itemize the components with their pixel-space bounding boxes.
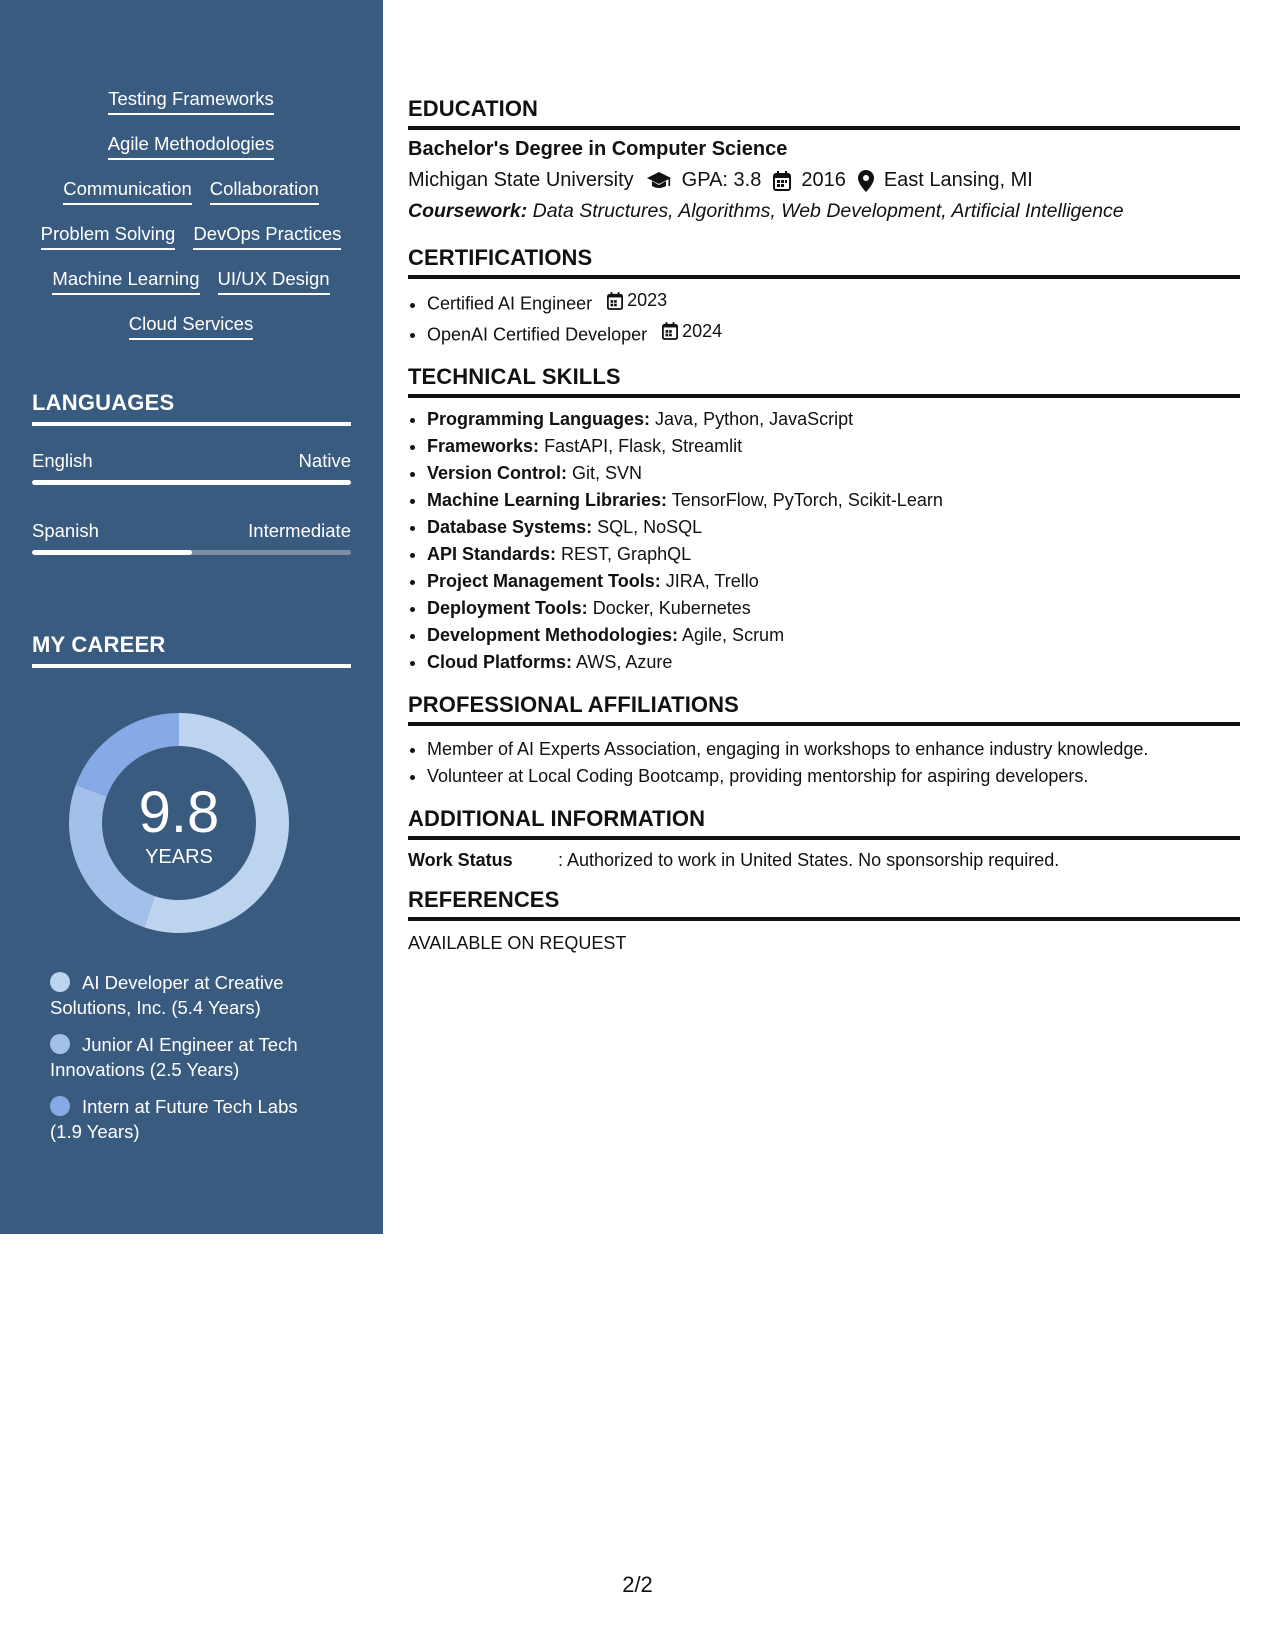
skill-tag: Machine Learning bbox=[52, 268, 199, 295]
career-item bbox=[50, 1094, 320, 1144]
skill-tag: Problem Solving bbox=[41, 223, 176, 250]
cert-date bbox=[662, 318, 722, 345]
list-item bbox=[427, 541, 1240, 568]
career-list bbox=[50, 970, 320, 1156]
list-item bbox=[427, 568, 1240, 595]
skill-row bbox=[30, 313, 352, 358]
career-item-text: Intern at Future Tech Labs (1.9 Years) bbox=[50, 1096, 298, 1142]
career-item bbox=[50, 1032, 320, 1082]
skill-category-value: Docker, Kubernetes bbox=[592, 598, 751, 618]
career-item-text: Junior AI Engineer at Tech Innovations (2.5 Years) bbox=[50, 1034, 298, 1080]
career-heading: MY CAREER bbox=[32, 632, 351, 668]
list-item bbox=[427, 487, 1240, 514]
skill-category-label: Development Methodologies: bbox=[427, 625, 679, 645]
cert-year: 2023 bbox=[627, 290, 668, 310]
donut-center bbox=[66, 710, 292, 936]
career-total-unit: YEARS bbox=[145, 845, 213, 868]
education-meta bbox=[408, 169, 1240, 192]
skill-category-label: Cloud Platforms: bbox=[427, 652, 573, 672]
list-item: • Volunteer at Local Coding Bootcamp, providing mentorship for aspiring developers. bbox=[427, 763, 1240, 790]
technical-skills-heading: TECHNICAL SKILLS bbox=[408, 364, 1240, 398]
graduation-cap-icon bbox=[646, 171, 672, 191]
cert-name: Certified AI Engineer bbox=[427, 293, 593, 314]
career-dot-icon bbox=[50, 1034, 70, 1054]
skill-tag: UI/UX Design bbox=[218, 268, 330, 295]
career-total-years: 9.8 bbox=[138, 779, 220, 845]
language-name: English bbox=[32, 450, 93, 471]
education-location: East Lansing, MI bbox=[883, 169, 1033, 191]
list-item bbox=[427, 433, 1240, 460]
skill-tag: Collaboration bbox=[210, 178, 319, 205]
skill-row bbox=[30, 133, 352, 178]
skill-category-value: JIRA, Trello bbox=[665, 571, 759, 591]
work-status-label: Work Status bbox=[408, 850, 513, 870]
references-heading: REFERENCES bbox=[408, 887, 1240, 921]
calendar-icon bbox=[607, 292, 623, 310]
skill-category-label: Project Management Tools: bbox=[427, 571, 661, 591]
additional-info-heading: ADDITIONAL INFORMATION bbox=[408, 806, 1240, 840]
map-pin-icon bbox=[858, 170, 874, 192]
skill-category-value: Git, SVN bbox=[572, 463, 643, 483]
calendar-icon bbox=[773, 171, 791, 191]
education-heading: EDUCATION bbox=[408, 96, 1240, 130]
skill-tag: Cloud Services bbox=[129, 313, 253, 340]
career-item bbox=[50, 970, 320, 1020]
skill-category-value: FastAPI, Flask, Streamlit bbox=[544, 436, 743, 456]
language-name: Spanish bbox=[32, 520, 99, 541]
skill-category-label: Machine Learning Libraries: bbox=[427, 490, 668, 510]
skill-category-value: REST, GraphQL bbox=[561, 544, 692, 564]
affiliations-heading: PROFESSIONAL AFFILIATIONS bbox=[408, 692, 1240, 726]
skill-category-label: Frameworks: bbox=[427, 436, 540, 456]
list-item bbox=[427, 649, 1240, 676]
references-text: AVAILABLE ON REQUEST bbox=[408, 933, 627, 953]
cert-year: 2024 bbox=[682, 320, 723, 341]
list-item bbox=[427, 514, 1240, 541]
language-level: Native bbox=[298, 450, 351, 471]
list-item bbox=[427, 460, 1240, 487]
skills-list bbox=[30, 88, 352, 358]
coursework-list: Data Structures, Algorithms, Web Development, Artificial Intelligence bbox=[532, 200, 1124, 222]
education-school: Michigan State University bbox=[408, 169, 634, 191]
skill-row bbox=[30, 223, 352, 268]
skill-tag: Communication bbox=[63, 178, 192, 205]
skill-tag: Testing Frameworks bbox=[108, 88, 274, 115]
technical-skills-list bbox=[408, 406, 1240, 676]
skill-category-label: Version Control: bbox=[427, 463, 568, 483]
list-item bbox=[427, 595, 1240, 622]
skill-category-value: Java, Python, JavaScript bbox=[655, 409, 854, 429]
list-item: • Member of AI Experts Association, engaging in workshops to enhance industry knowledge. bbox=[427, 736, 1240, 763]
page-number: 2/2 bbox=[622, 1572, 653, 1597]
calendar-icon bbox=[662, 322, 678, 340]
career-donut-chart bbox=[66, 710, 292, 936]
education-gpa: GPA: 3.8 bbox=[681, 169, 762, 191]
education-year: 2016 bbox=[801, 169, 846, 191]
skill-category-label: Deployment Tools: bbox=[427, 598, 588, 618]
skill-category-value: AWS, Azure bbox=[576, 652, 673, 672]
cert-name: OpenAI Certified Developer bbox=[427, 324, 648, 344]
skill-category-label: API Standards: bbox=[427, 544, 557, 564]
list-item bbox=[427, 287, 1240, 318]
coursework-label: Coursework: bbox=[408, 200, 528, 222]
languages-heading: LANGUAGES bbox=[32, 390, 351, 426]
list-item bbox=[427, 622, 1240, 649]
skill-tag: DevOps Practices bbox=[193, 223, 341, 250]
list-item bbox=[427, 406, 1240, 433]
skill-category-value: Agile, Scrum bbox=[682, 625, 785, 645]
work-status-value: : Authorized to work in United States. No sponsorship required. bbox=[558, 850, 1060, 870]
skill-category-value: SQL, NoSQL bbox=[597, 517, 703, 537]
skill-row bbox=[30, 268, 352, 313]
affiliations-list bbox=[408, 736, 1240, 790]
skill-category-label: Programming Languages: bbox=[427, 409, 651, 429]
skill-row bbox=[30, 88, 352, 133]
language-row-spanish bbox=[32, 520, 351, 542]
work-status-row bbox=[408, 850, 1240, 871]
skill-tag: Agile Methodologies bbox=[108, 133, 275, 160]
skill-row bbox=[30, 178, 352, 223]
language-row-english bbox=[32, 450, 351, 472]
certifications-heading: CERTIFICATIONS bbox=[408, 245, 1240, 279]
language-bar-spanish bbox=[32, 550, 351, 555]
sidebar bbox=[0, 0, 383, 1234]
list-item bbox=[427, 318, 1240, 349]
career-item-text: AI Developer at Creative Solutions, Inc. (5.4 Years) bbox=[50, 972, 284, 1018]
language-bar-english bbox=[32, 480, 351, 485]
main-content bbox=[408, 96, 1240, 954]
certifications-list bbox=[408, 287, 1240, 348]
career-dot-icon bbox=[50, 972, 70, 992]
language-bar-fill bbox=[32, 550, 192, 555]
cert-date bbox=[607, 287, 667, 314]
skill-category-value: TensorFlow, PyTorch, Scikit-Learn bbox=[671, 490, 943, 510]
education-coursework bbox=[408, 200, 1240, 223]
language-bar-fill bbox=[32, 480, 351, 485]
language-level: Intermediate bbox=[248, 520, 351, 541]
education-degree: Bachelor's Degree in Computer Science bbox=[408, 138, 788, 160]
skill-category-label: Database Systems: bbox=[427, 517, 593, 537]
career-dot-icon bbox=[50, 1096, 70, 1116]
